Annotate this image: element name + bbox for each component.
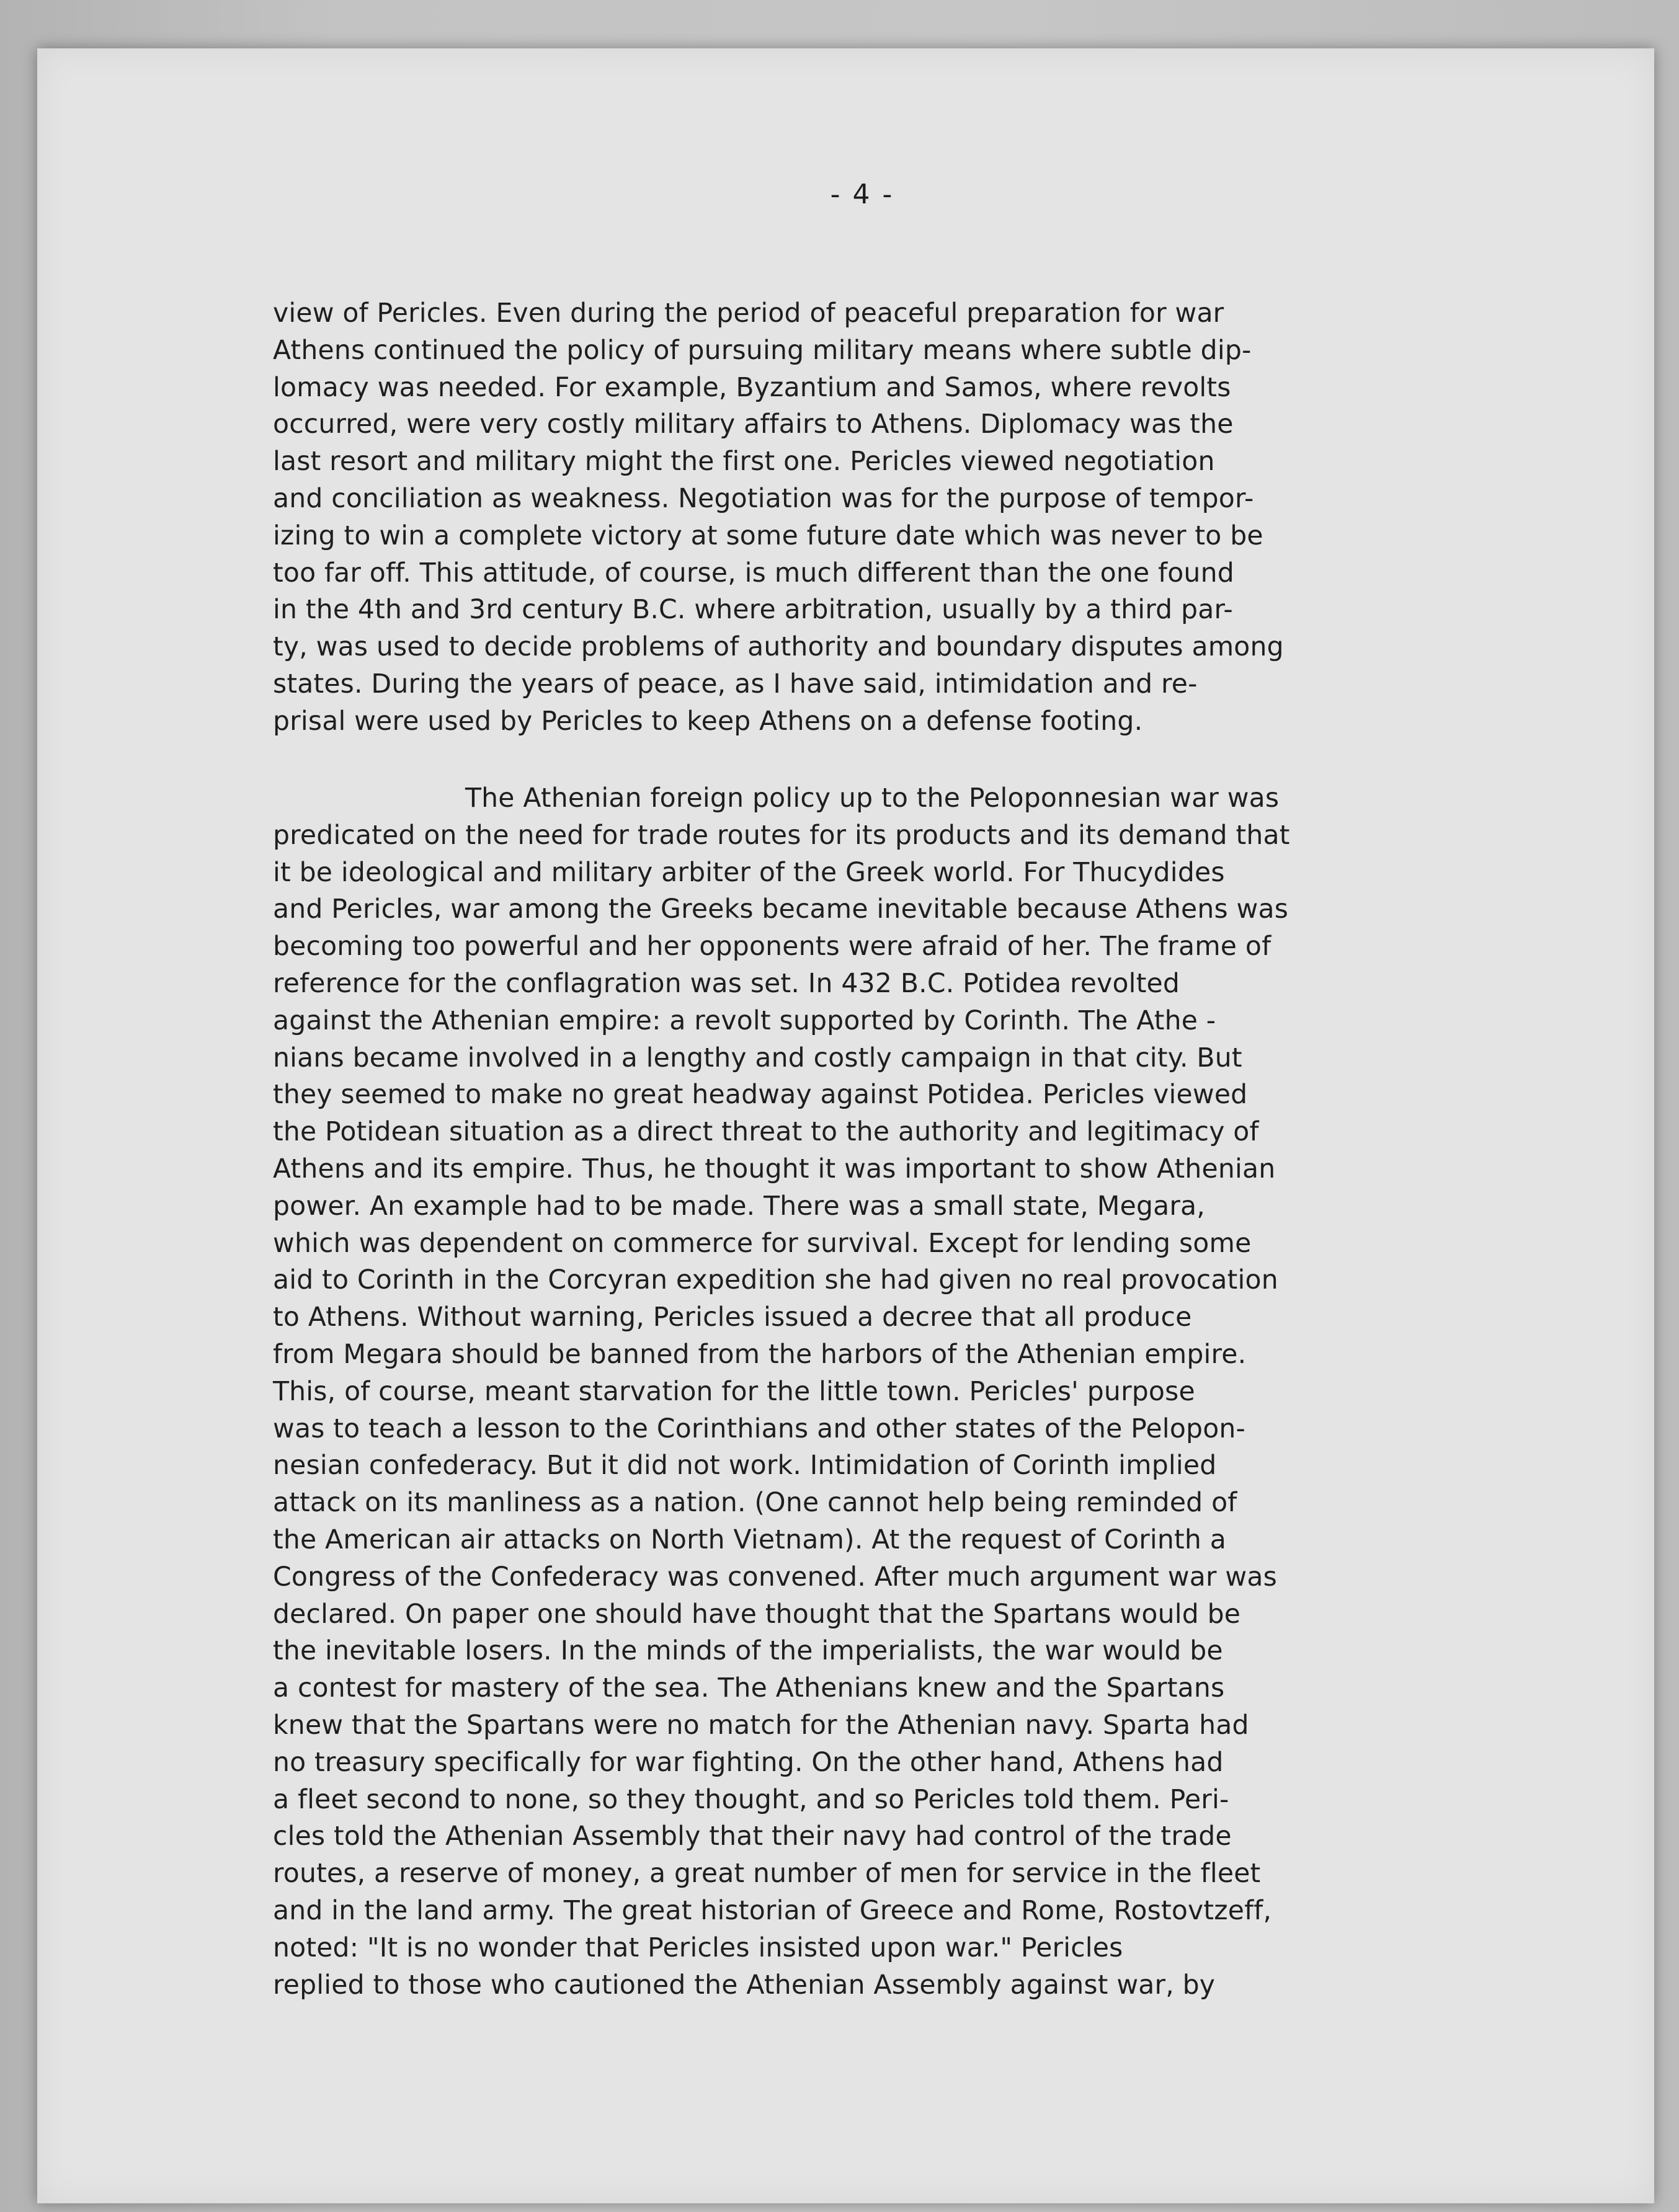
text-line: the Potidean situation as a direct threat to the authority and legitimacy of (273, 1117, 1259, 1148)
text-line: lomacy was needed. For example, Byzantium and Samos, where revolts (273, 372, 1231, 403)
text-line: attack on its manliness as a nation. (One cannot help being reminded of (273, 1488, 1237, 1519)
text-line: Athens and its empire. Thus, he thought it was important to show Athenian (273, 1153, 1276, 1184)
text-line: the American air attacks on North Vietnam). At the request of Corinth a (273, 1524, 1226, 1555)
paragraph-1 (273, 295, 1507, 740)
text-line: This, of course, meant starvation for the little town. Pericles' purpose (273, 1376, 1195, 1407)
text-line: the inevitable losers. In the minds of the imperialists, the war would be (273, 1636, 1223, 1667)
text-line: it be ideological and military arbiter of the Greek world. For Thucydides (273, 857, 1225, 888)
paragraph-2 (273, 780, 1507, 2004)
text-line: noted: "It is no wonder that Pericles insisted upon war." Pericles (273, 1932, 1123, 1963)
text-line: a fleet second to none, so they thought, and so Pericles told them. Peri- (273, 1784, 1229, 1815)
text-line: ty, was used to decide problems of authority and boundary disputes among (273, 632, 1284, 663)
text-line: view of Pericles. Even during the period of peaceful preparation for war (273, 298, 1224, 329)
text-line: too far off. This attitude, of course, is much different than the one found (273, 557, 1234, 589)
text-line: states. During the years of peace, as I have said, intimidation and re- (273, 668, 1198, 700)
page-number: - 4 - (830, 179, 894, 210)
text-line: and Pericles, war among the Greeks became inevitable because Athens was (273, 894, 1289, 925)
text-line: was to teach a lesson to the Corinthians and other states of the Pelopon- (273, 1413, 1246, 1444)
text-line: Congress of the Confederacy was convened. After much argument war was (273, 1561, 1277, 1592)
text-line: izing to win a complete victory at some future date which was never to be (273, 520, 1263, 551)
text-line: they seemed to make no great headway against Potidea. Pericles viewed (273, 1080, 1248, 1111)
text-line: last resort and military might the first one. Pericles viewed negotiation (273, 446, 1215, 477)
text-line: Athens continued the policy of pursuing military means where subtle dip- (273, 335, 1252, 366)
text-line: from Megara should be banned from the harbors of the Athenian empire. (273, 1339, 1247, 1370)
text-line: which was dependent on commerce for survival. Except for lending some (273, 1228, 1252, 1259)
text-line: against the Athenian empire: a revolt supported by Corinth. The Athe - (273, 1005, 1216, 1036)
text-line: to Athens. Without warning, Pericles issued a decree that all produce (273, 1302, 1192, 1333)
text-line: routes, a reserve of money, a great number of men for service in the fleet (273, 1859, 1261, 1890)
text-line: no treasury specifically for war fighting. On the other hand, Athens had (273, 1747, 1224, 1778)
document-page (37, 48, 1654, 2203)
text-line: The Athenian foreign policy up to the Peloponnesian war was (465, 783, 1280, 814)
text-line: prisal were used by Pericles to keep Athens on a defense footing. (273, 706, 1143, 737)
text-line: knew that the Spartans were no match for the Athenian navy. Sparta had (273, 1710, 1249, 1741)
text-line: power. An example had to be made. There was a small state, Megara, (273, 1191, 1206, 1222)
text-line: predicated on the need for trade routes for its products and its demand that (273, 820, 1290, 851)
text-line: replied to those who cautioned the Athenian Assembly against war, by (273, 1970, 1216, 2001)
text-line: declared. On paper one should have thought that the Spartans would be (273, 1599, 1241, 1630)
text-line: in the 4th and 3rd century B.C. where arbitration, usually by a third par- (273, 595, 1233, 626)
text-line: a contest for mastery of the sea. The Athenians knew and the Spartans (273, 1673, 1225, 1704)
text-line: becoming too powerful and her opponents were afraid of her. The frame of (273, 931, 1271, 962)
text-line: nians became involved in a lengthy and costly campaign in that city. But (273, 1042, 1242, 1073)
text-line: and conciliation as weakness. Negotiation was for the purpose of tempor- (273, 483, 1254, 514)
text-line: occurred, were very costly military affairs to Athens. Diplomacy was the (273, 409, 1234, 440)
text-line: aid to Corinth in the Corcyran expedition she had given no real provocation (273, 1265, 1278, 1296)
text-line: and in the land army. The great historian of Greece and Rome, Rostovtzeff, (273, 1895, 1272, 1926)
text-line: cles told the Athenian Assembly that their navy had control of the trade (273, 1821, 1232, 1852)
text-line: nesian confederacy. But it did not work. Intimidation of Corinth implied (273, 1450, 1217, 1481)
text-line: reference for the conflagration was set. In 432 B.C. Potidea revolted (273, 968, 1180, 999)
